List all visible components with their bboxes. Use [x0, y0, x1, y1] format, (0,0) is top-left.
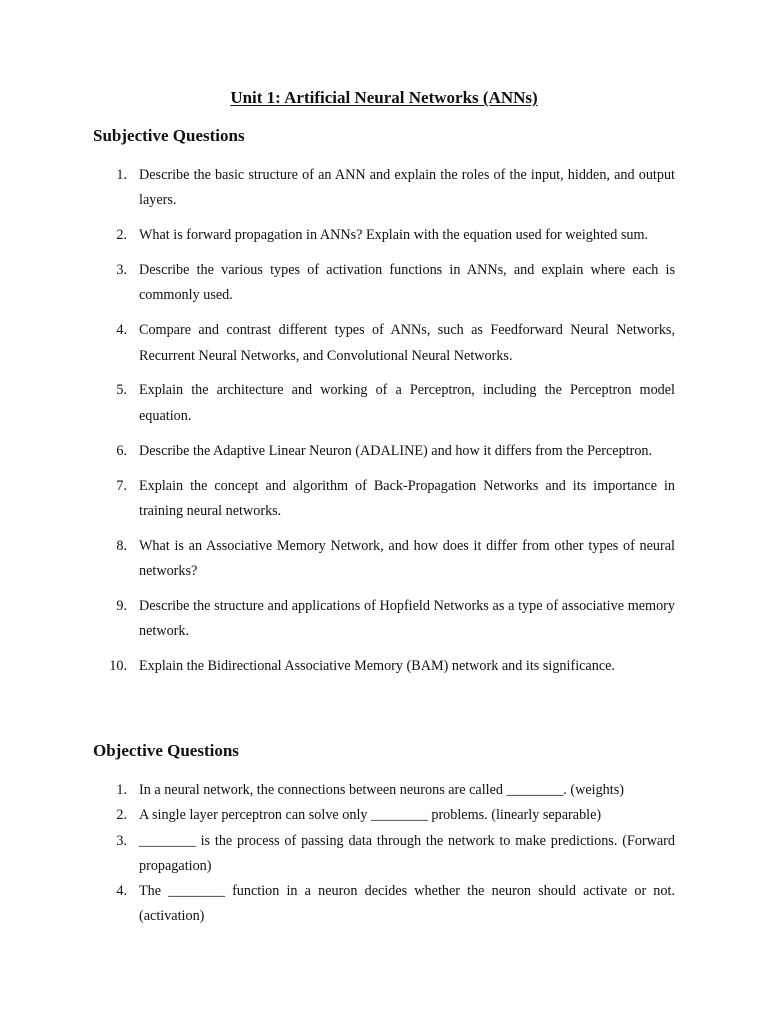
page-title: Unit 1: Artificial Neural Networks (ANNs)	[230, 88, 538, 107]
question-text: Describe the various types of activation functions in ANNs, and explain where each is commonly used.	[139, 262, 675, 304]
question-number: 3.	[116, 832, 127, 849]
question-number: 6.	[116, 442, 127, 459]
list-item	[93, 163, 675, 214]
question-text: A single layer perceptron can solve only ________ problems. (linearly separable)	[139, 807, 602, 824]
list-item	[93, 439, 675, 464]
question-text: The ________ function in a neuron decides whether the neuron should activate or not. (activation)	[139, 883, 675, 925]
subjective-heading: Subjective Questions	[93, 126, 245, 145]
list-item	[93, 829, 675, 880]
list-item	[93, 474, 675, 525]
question-number: 2.	[116, 227, 127, 244]
objective-heading: Objective Questions	[93, 741, 239, 760]
list-item	[93, 534, 675, 585]
question-text: Describe the Adaptive Linear Neuron (ADALINE) and how it differs from the Perceptron.	[139, 442, 653, 459]
list-item	[93, 378, 675, 429]
list-item	[93, 803, 675, 828]
objective-question-list	[93, 778, 675, 930]
subjective-question-list	[93, 163, 675, 689]
question-number: 7.	[116, 477, 127, 494]
question-text: Compare and contrast different types of ANNs, such as Feedforward Neural Networks, Recurrent Neural Networks, and Convolutional Neural Networks.	[139, 322, 675, 364]
question-text: What is forward propagation in ANNs? Explain with the equation used for weighted sum.	[139, 227, 649, 244]
question-text: What is an Associative Memory Network, and how does it differ from other types of neural networks?	[139, 537, 675, 580]
list-item	[93, 879, 675, 930]
question-number: 8.	[116, 537, 127, 554]
list-item	[93, 778, 675, 803]
question-number: 4.	[116, 883, 127, 900]
question-number: 1.	[116, 782, 127, 798]
question-number: 10.	[109, 658, 127, 675]
question-text: ________ is the process of passing data through the network to make predictions. (Forward propagation)	[139, 832, 675, 874]
question-text: In a neural network, the connections between neurons are called ________. (weights)	[139, 782, 624, 798]
question-number: 4.	[116, 322, 127, 339]
question-text: Describe the structure and applications of Hopfield Networks as a type of associative memory network.	[139, 597, 675, 640]
list-item	[93, 594, 675, 645]
question-number: 3.	[116, 262, 127, 279]
list-item	[93, 223, 675, 248]
question-text: Describe the basic structure of an ANN and explain the roles of the input, hidden, and output layers.	[139, 167, 675, 209]
list-item	[93, 258, 675, 309]
question-number: 2.	[116, 807, 127, 824]
list-item	[93, 654, 675, 679]
question-text: Explain the concept and algorithm of Back-Propagation Networks and its importance in training neural networks.	[139, 477, 675, 519]
question-number: 9.	[116, 597, 127, 614]
question-number: 5.	[116, 382, 127, 399]
question-number: 1.	[116, 167, 127, 183]
question-text: Explain the Bidirectional Associative Memory (BAM) network and its significance.	[139, 658, 615, 675]
list-item	[93, 318, 675, 369]
question-text: Explain the architecture and working of a Perceptron, including the Perceptron model equation.	[139, 382, 675, 424]
